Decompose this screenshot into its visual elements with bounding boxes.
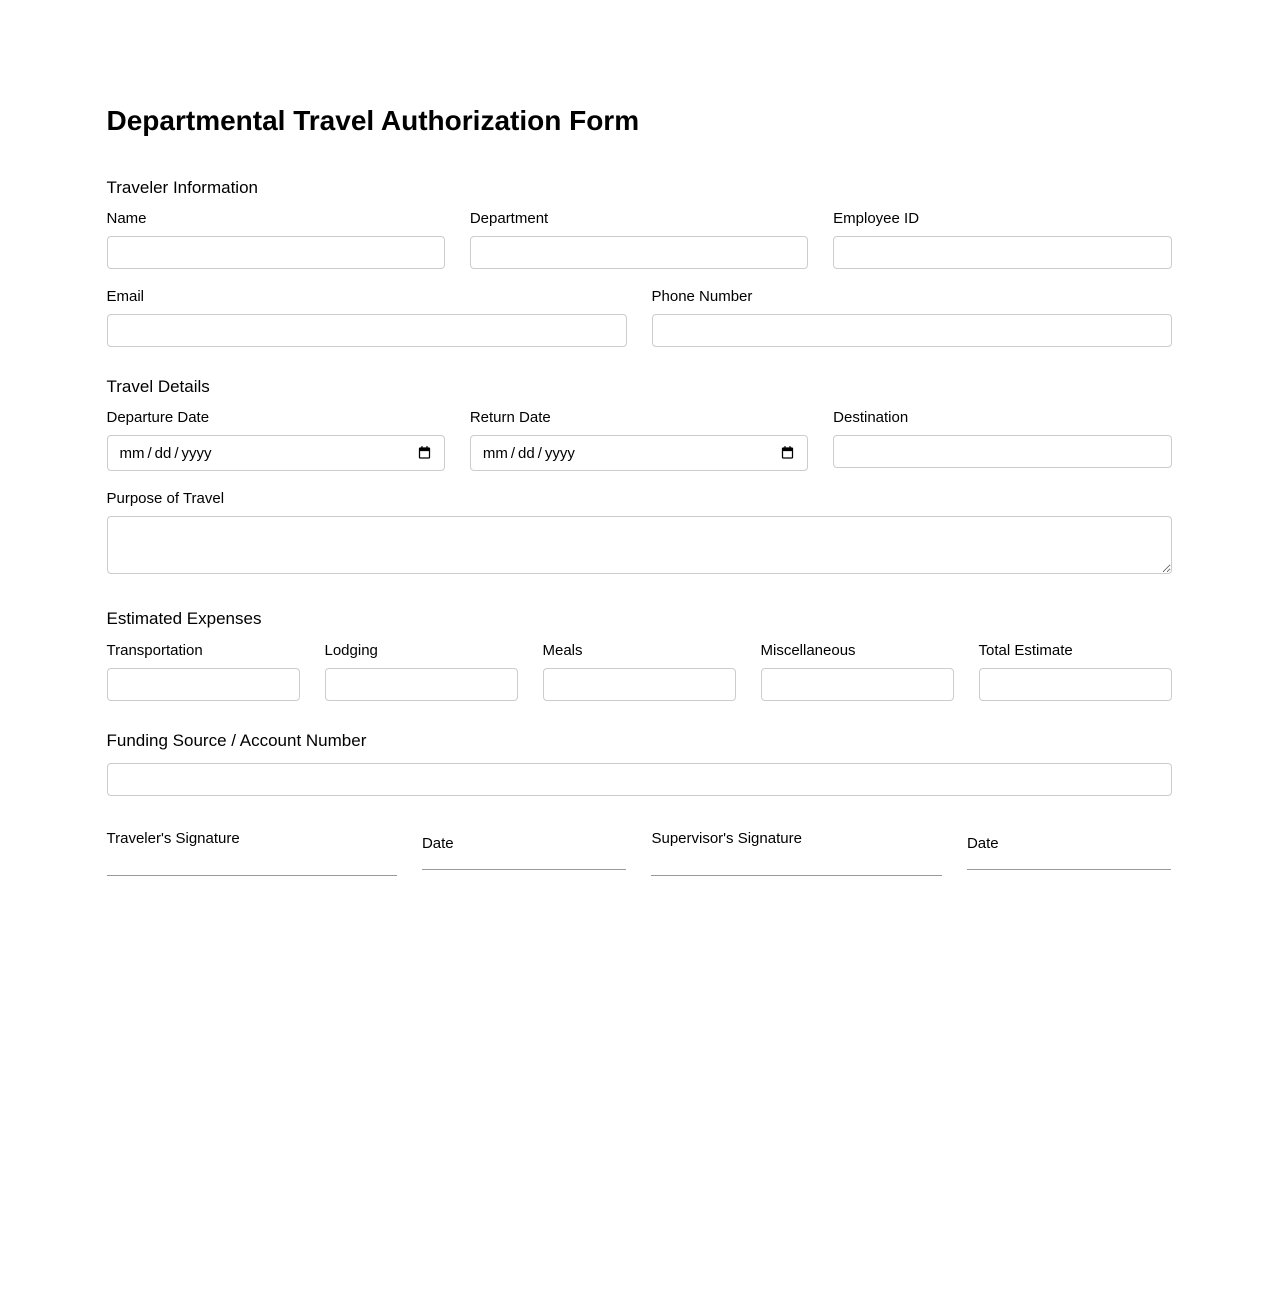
department-label: Department: [469, 209, 549, 227]
miscellaneous-field: [761, 642, 954, 701]
return-date-placeholder: mm / dd / yyyy: [482, 444, 575, 462]
departure-date-field: [107, 409, 445, 471]
section-heading-travel-details: Travel Details: [106, 376, 210, 396]
purpose-label: Purpose of Travel: [106, 490, 225, 508]
return-date-field: [470, 409, 808, 471]
transportation-field: [107, 642, 300, 701]
email-label: Email: [106, 287, 145, 305]
destination-label: Destination: [833, 409, 909, 427]
section-heading-funding-source: Funding Source / Account Number: [106, 730, 367, 750]
traveler-signature-line: [107, 875, 397, 876]
supervisor-signature-line: [651, 875, 941, 876]
traveler-signature-block: [107, 830, 397, 876]
employee-id-label: Employee ID: [833, 209, 920, 227]
name-input[interactable]: [107, 236, 445, 269]
calendar-icon[interactable]: [417, 445, 432, 461]
email-input[interactable]: [107, 314, 627, 347]
traveler-date-line: [422, 869, 627, 870]
email-field: [107, 288, 627, 347]
supervisor-date-label: Date: [966, 835, 999, 853]
supervisor-date-block: [967, 830, 1172, 876]
phone-label: Phone Number: [651, 287, 753, 305]
transportation-input[interactable]: [107, 668, 300, 701]
employee-id-input[interactable]: [833, 236, 1171, 269]
lodging-field: [325, 642, 518, 701]
department-input[interactable]: [470, 236, 808, 269]
phone-input[interactable]: [652, 314, 1172, 347]
name-field: [107, 210, 445, 269]
expenses-row: [107, 642, 1172, 701]
lodging-input[interactable]: [325, 668, 518, 701]
form-title: Departmental Travel Authorization Form: [106, 105, 640, 136]
traveler-signature-label: Traveler's Signature: [106, 830, 240, 848]
departure-date-label: Departure Date: [106, 409, 210, 427]
meals-label: Meals: [542, 641, 583, 659]
return-date-label: Return Date: [469, 409, 551, 427]
lodging-label: Lodging: [324, 641, 378, 659]
supervisor-signature-block: [651, 830, 941, 876]
funding-source-field: [107, 763, 1172, 796]
supervisor-signature-label: Supervisor's Signature: [651, 830, 802, 848]
section-heading-traveler-information: Traveler Information: [106, 177, 258, 197]
funding-source-input[interactable]: [107, 763, 1172, 796]
total-estimate-label: Total Estimate: [978, 641, 1073, 659]
destination-input[interactable]: [833, 435, 1171, 468]
miscellaneous-input[interactable]: [761, 668, 954, 701]
destination-field: [833, 409, 1171, 471]
employee-id-field: [833, 210, 1171, 269]
travel-authorization-form: [107, 0, 1172, 876]
calendar-icon[interactable]: [780, 445, 795, 461]
phone-field: [652, 288, 1172, 347]
traveler-date-block: [422, 830, 627, 876]
total-estimate-field: [979, 642, 1172, 701]
departure-date-input[interactable]: [107, 435, 445, 471]
name-label: Name: [106, 209, 147, 227]
traveler-date-label: Date: [421, 835, 454, 853]
return-date-input[interactable]: [470, 435, 808, 471]
meals-field: [543, 642, 736, 701]
departure-date-placeholder: mm / dd / yyyy: [119, 444, 212, 462]
traveler-info-row-2: [107, 288, 1172, 347]
purpose-field: [107, 490, 1172, 579]
travel-details-row: [107, 409, 1172, 471]
transportation-label: Transportation: [106, 641, 203, 659]
meals-input[interactable]: [543, 668, 736, 701]
purpose-textarea[interactable]: [107, 516, 1172, 574]
traveler-info-row-1: [107, 210, 1172, 269]
supervisor-date-line: [967, 869, 1172, 870]
total-estimate-input[interactable]: [979, 668, 1172, 701]
department-field: [470, 210, 808, 269]
section-heading-estimated-expenses: Estimated Expenses: [106, 609, 262, 629]
signature-section: [107, 830, 1172, 876]
miscellaneous-label: Miscellaneous: [760, 641, 856, 659]
